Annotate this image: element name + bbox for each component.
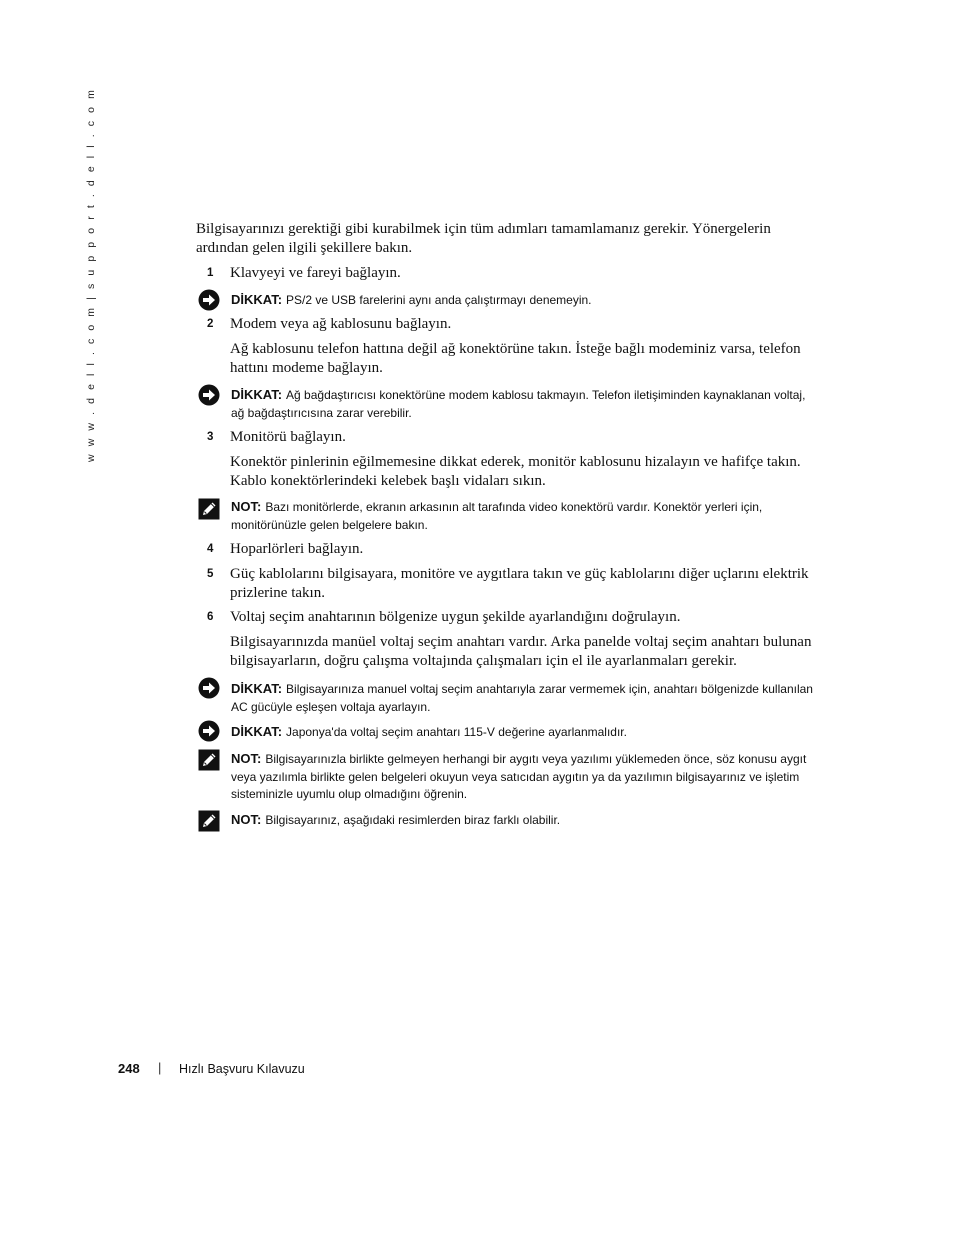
step-number: 6	[207, 611, 214, 623]
notice-text	[231, 386, 816, 422]
step-text: Modem veya ağ kablosunu bağlayın.	[230, 316, 452, 332]
step-number: 5	[207, 568, 214, 580]
notice-body: Ağ bağdaştırıcısı konektörüne modem kablosu takmayın. Telefon iletişiminden kaynaklanan voltaj, ağ bağdaştırıcısına zarar verebilir.	[231, 388, 806, 420]
intro-paragraph: Bilgisayarınızı gerektiği gibi kurabilmek için tüm adımları tamamlamanız gerekir. Yönergelerin ardından gelen ilgili şekillere bakın.	[196, 221, 771, 256]
footer-separator: |	[158, 1060, 162, 1075]
notice-body: Japonya'da voltaj seçim anahtarı 115-V değerine ayarlanmalıdır.	[286, 725, 627, 739]
step-number: 1	[207, 267, 214, 279]
notice-icon	[198, 720, 220, 742]
note-body: Bilgisayarınızla birlikte gelmeyen herhangi bir aygıtı veya yazılımı yüklemeden önce, söz konusu aygıt veya yazılımla birlikte gelen belgeleri okuyun veya satıcıdan aygıtın ya da yazılımın bilgisayarınız ve işletim sisteminizle uyumlu olup olmadığını öğrenin.	[231, 752, 807, 801]
note-pencil-icon	[198, 498, 220, 520]
notice-icon	[198, 384, 220, 406]
notice-label: DİKKAT:	[231, 724, 283, 739]
note-text	[231, 498, 816, 534]
note-label: NOT:	[231, 812, 262, 827]
note-label: NOT:	[231, 499, 262, 514]
page-number: 248	[118, 1061, 140, 1076]
notice-label: DİKKAT:	[231, 292, 283, 307]
step-text: Güç kablolarını bilgisayara, monitöre ve aygıtlara takın ve güç kablolarını diğer uçlarını elektrik prizlerine takın.	[230, 566, 809, 601]
note-text	[231, 811, 816, 830]
step-text: Hoparlörleri bağlayın.	[230, 541, 364, 557]
side-url: w w w . d e l l . c o m | s u p p o r t . d e l l . c o m	[85, 87, 97, 462]
step-detail: Ağ kablosunu telefon hattına değil ağ konektörüne takın. İsteğe bağlı modeminiz varsa, telefon hattını modeme bağlayın.	[230, 341, 801, 376]
notice-icon	[198, 677, 220, 699]
note-body: Bazı monitörlerde, ekranın arkasının alt tarafında video konektörü vardır. Konektör yerleri için, monitörünüzle gelen belgelere bakın.	[231, 500, 763, 532]
note-pencil-icon	[198, 810, 220, 832]
note-body: Bilgisayarınız, aşağıdaki resimlerden biraz farklı olabilir.	[265, 813, 561, 827]
footer-title: Hızlı Başvuru Kılavuzu	[179, 1062, 305, 1076]
step-text: Voltaj seçim anahtarının bölgenize uygun şekilde ayarlandığını doğrulayın.	[230, 609, 681, 625]
notice-body: Bilgisayarınıza manuel voltaj seçim anahtarıyla zarar vermemek için, anahtarı bölgenizde kullanılan AC gücüyle eşleşen voltaja ayarlayın.	[231, 682, 813, 714]
step-detail: Bilgisayarınızda manüel voltaj seçim anahtarı vardır. Arka panelde voltaj seçim anahtarı bulunan bilgisayarların, doğru çalışma voltajında çalışmaları için el ile ayarlanmaları gerekir.	[230, 634, 812, 669]
notice-label: DİKKAT:	[231, 387, 283, 402]
step-number: 4	[207, 543, 214, 555]
step-text: Klavyeyi ve fareyi bağlayın.	[230, 265, 401, 281]
notice-text	[231, 723, 816, 742]
step-number: 2	[207, 318, 214, 330]
notice-label: DİKKAT:	[231, 681, 283, 696]
step-number: 3	[207, 431, 214, 443]
note-label: NOT:	[231, 751, 262, 766]
notice-text	[231, 291, 816, 310]
notice-body: PS/2 ve USB farelerini aynı anda çalıştırmayı denemeyin.	[286, 293, 592, 307]
notice-icon	[198, 289, 220, 311]
note-text	[231, 750, 816, 804]
step-detail: Konektör pinlerinin eğilmemesine dikkat ederek, monitör kablosunu hizalayın ve hafifçe takın. Kablo konektörlerindeki kelebek başlı vidaları sıkın.	[230, 454, 801, 489]
notice-text	[231, 680, 816, 716]
step-text: Monitörü bağlayın.	[230, 429, 346, 445]
note-pencil-icon	[198, 749, 220, 771]
